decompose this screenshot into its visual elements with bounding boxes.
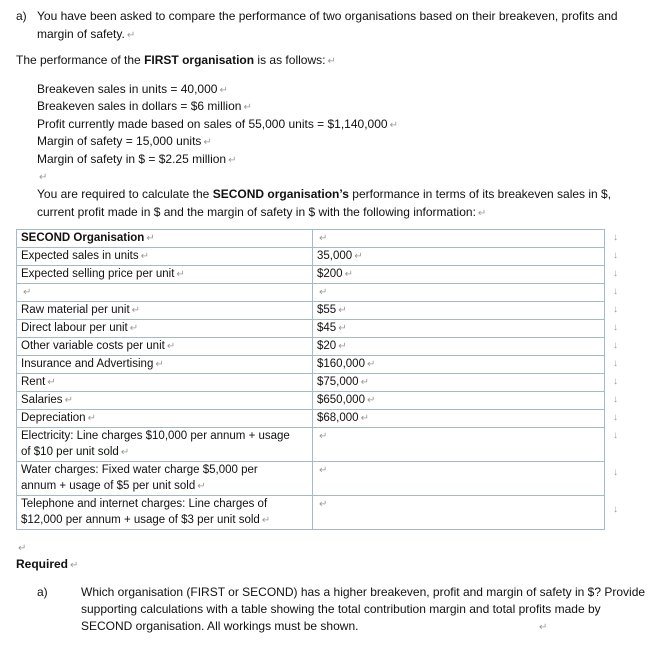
row-end-mark: ↓: [613, 232, 618, 243]
empty-paragraph: ↵: [18, 543, 27, 554]
required-line-3: SECOND organisation. All workings must be shown.: [81, 619, 359, 633]
table-row: Electricity: Line charges $10,000 per annum + usage of $10 per unit sold ↵ ↵: [17, 428, 605, 462]
row-end-mark: ↓: [613, 430, 618, 441]
table-row: Expected selling price per unit ↵ $200 ↵: [17, 266, 605, 284]
row-end-mark: ↓: [613, 250, 618, 261]
required-heading: Required ↵: [16, 557, 79, 571]
row-end-mark: ↓: [613, 286, 618, 297]
first-org-item: Margin of safety in $ = $2.25 million ↵: [37, 152, 237, 166]
first-org-item: Profit currently made based on sales of 55,000 units = $1,140,000 ↵: [37, 117, 398, 131]
required-label: a): [37, 585, 48, 599]
table-row: Depreciation ↵ $68,000 ↵: [17, 410, 605, 428]
table-row: Insurance and Advertising ↵ $160,000 ↵: [17, 356, 605, 374]
table-row: Water charges: Fixed water charge $5,000 per annum + usage of $5 per unit sold ↵ ↵: [17, 462, 605, 496]
table-row: Salaries ↵ $650,000 ↵: [17, 392, 605, 410]
first-org-item: Breakeven sales in units = 40,000 ↵: [37, 82, 228, 96]
second-org-table: [16, 229, 605, 530]
table-row: Expected sales in units ↵ 35,000 ↵: [17, 248, 605, 266]
table-row: Telephone and internet charges: Line charges of $12,000 per annum + usage of $3 per unit sold ↵ ↵: [17, 496, 605, 530]
row-end-mark: ↓: [613, 268, 618, 279]
first-org-heading: The performance of the FIRST organisation is as follows: ↵: [16, 53, 336, 67]
second-org-intro-line-2: current profit made in $ and the margin of safety in $ with the following information: ↵: [37, 205, 487, 219]
table-header-row: SECOND Organisation ↵ ↵: [17, 230, 605, 248]
table-row: Rent ↵ $75,000 ↵: [17, 374, 605, 392]
empty-paragraph: ↵: [39, 172, 48, 183]
intro-line-2: margin of safety. ↵: [37, 27, 136, 41]
row-end-mark: ↓: [613, 304, 618, 315]
table-row: Direct labour per unit ↵ $45 ↵: [17, 320, 605, 338]
row-end-mark: ↓: [613, 467, 618, 478]
required-line-1: Which organisation (FIRST or SECOND) has a higher breakeven, profit and margin of safety in $? Provide: [81, 585, 646, 599]
paragraph-mark: ↵: [126, 30, 136, 41]
row-end-mark: ↓: [613, 358, 618, 369]
intro-line-1: You have been asked to compare the performance of two organisations based on their breakeven, profits and: [37, 9, 618, 23]
table-row: Raw material per unit ↵ $55 ↵: [17, 302, 605, 320]
first-org-item: Margin of safety = 15,000 units ↵: [37, 134, 212, 148]
second-org-intro-line-1: You are required to calculate the SECOND organisation’s performance in terms of its breakeven sales in $,: [37, 187, 612, 201]
table-row: Other variable costs per unit ↵ $20 ↵: [17, 338, 605, 356]
row-end-mark: ↓: [613, 504, 618, 515]
row-end-mark: ↓: [613, 412, 618, 423]
row-end-mark: ↓: [613, 394, 618, 405]
row-end-mark: ↓: [613, 376, 618, 387]
table-row: ↵ ↵: [17, 284, 605, 302]
table-header: SECOND Organisation: [21, 232, 145, 244]
first-org-item: Breakeven sales in dollars = $6 million ↵: [37, 99, 252, 113]
paragraph-mark: ↵: [539, 622, 548, 633]
row-end-mark: ↓: [613, 322, 618, 333]
required-line-2: supporting calculations with a table showing the total contribution margin and total profits made by: [81, 602, 601, 616]
row-end-mark: ↓: [613, 340, 618, 351]
intro-label: a): [16, 9, 27, 23]
